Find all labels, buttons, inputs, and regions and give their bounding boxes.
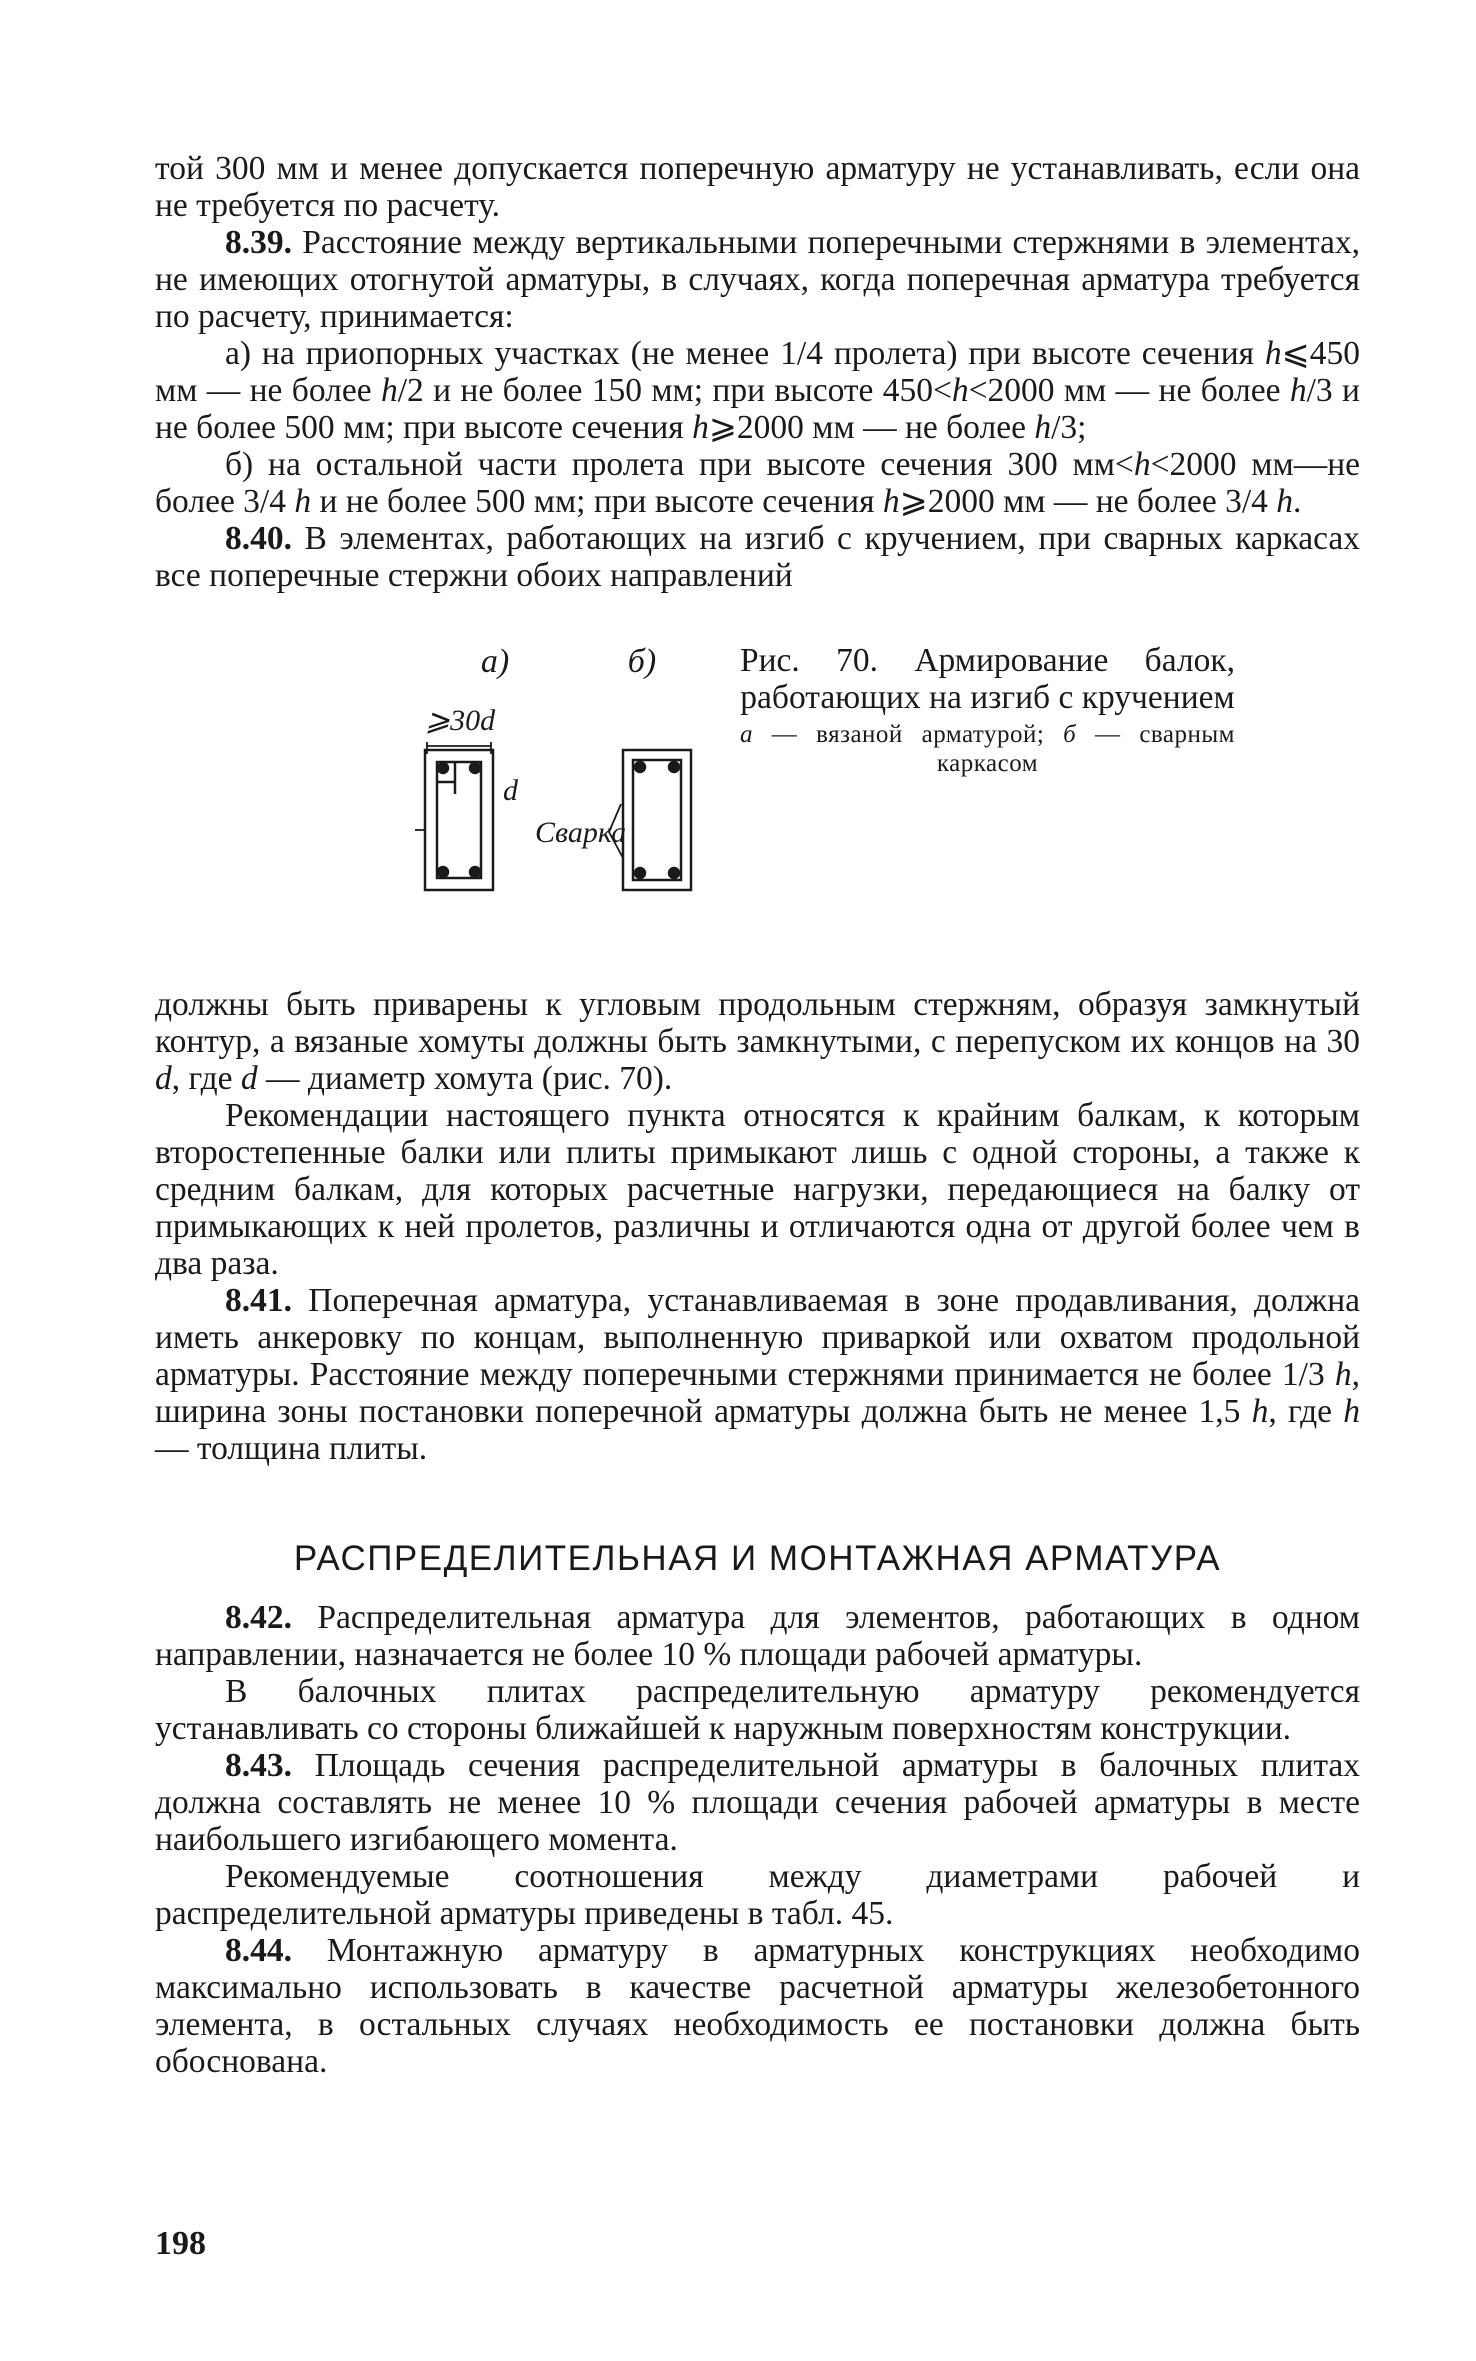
section-heading: РАСПРЕДЕЛИТЕЛЬНАЯ И МОНТАЖНАЯ АРМАТУРА bbox=[293, 1539, 1222, 1578]
variable: h bbox=[1264, 335, 1282, 372]
clause-number: 8.40. bbox=[225, 520, 292, 557]
paragraph-text: В элементах, работающих на изгиб с кручением, при сварных каркасах все поперечные стержни обоих направлений bbox=[155, 520, 1360, 594]
figure-70 bbox=[155, 642, 1360, 942]
text-run: — толщина плиты. bbox=[155, 1430, 428, 1467]
paragraph-8-44 bbox=[155, 1932, 1360, 2080]
corner-bar bbox=[669, 762, 679, 772]
text-run: <2000 мм — не более bbox=[968, 372, 1290, 409]
text-run: /2 и не более 150 мм; при высоте 450< bbox=[397, 372, 952, 409]
label-overlap: ⩾30d bbox=[425, 704, 496, 737]
legend-key: б bbox=[1063, 721, 1077, 748]
label-b: б) bbox=[627, 643, 657, 680]
text-run: ⩾2000 мм — не более 3/4 bbox=[899, 483, 1277, 520]
legend-text: — сварным каркасом bbox=[936, 721, 1235, 777]
corner-bar bbox=[669, 868, 679, 878]
paragraph-8-41 bbox=[155, 1282, 1360, 1467]
text-run: а) на приопорных участках (не менее 1/4 пролета) при высоте сечения bbox=[225, 335, 1265, 372]
legend-text: — вязаной арматурой; bbox=[753, 721, 1064, 748]
paragraph-table-ref: Рекомендуемые соотношения между диаметрами рабочей и распределительной арматуры приведены в табл. 45. bbox=[155, 1858, 1360, 1932]
section-a-stirrup bbox=[437, 762, 481, 878]
legend-key: а bbox=[740, 721, 753, 748]
caption-title: Рис. 70. Армирование балок, работающих на изгиб с кручением bbox=[740, 642, 1235, 716]
clause-number: 8.41. bbox=[225, 1282, 292, 1319]
paragraph-8-39 bbox=[155, 224, 1360, 335]
text-run: должны быть приварены к угловым продольным стержням, образуя замкнутый контур, а вязаные хомуты должны быть замкнутыми, с перепуском их концов на 30 bbox=[155, 986, 1360, 1060]
clause-number: 8.39. bbox=[225, 224, 292, 261]
variable: d bbox=[240, 1060, 258, 1097]
section-b-cage bbox=[633, 760, 681, 880]
paragraph-slab-note: В балочных плитах распределительную арматуру рекомендуется устанавливать со стороны ближайшей к наружным поверхностям конструкции. bbox=[155, 1673, 1360, 1747]
page-body bbox=[155, 150, 1360, 2080]
text-run: , где bbox=[171, 1060, 241, 1097]
text-run: <2000 мм—не более 3/4 bbox=[155, 446, 1360, 520]
text-run: Поперечная арматура, устанавливаемая в зоне продавливания, должна иметь анкеровку по концам, выполненную приваркой или охватом продольной арматуры. Расстояние между поперечными стержнями принимается не более 1/3 bbox=[155, 1282, 1360, 1393]
paragraph-8-40-cont bbox=[155, 986, 1360, 1097]
variable: h bbox=[692, 409, 709, 446]
text-run: /3 и не более 500 мм; при высоте сечения bbox=[155, 372, 1360, 446]
paragraph-text: Площадь сечения распределительной арматуры в балочных плитах должна составлять не менее 10 % площади сечения рабочей арматуры в месте наибольшего изгибающего момента. bbox=[155, 1747, 1360, 1858]
label-d: d bbox=[503, 774, 518, 807]
variable: h bbox=[951, 372, 969, 409]
variable: h bbox=[1334, 1356, 1352, 1393]
page-number: 198 bbox=[155, 2225, 206, 2262]
variable: h bbox=[1034, 409, 1052, 446]
text-run: ⩽450 мм — не более bbox=[155, 335, 1360, 409]
overlap-dimension bbox=[427, 742, 491, 754]
paragraph-recommendations: Рекомендации настоящего пункта относятся к крайним балкам, к которым второстепенные балки или плиты примыкают лишь с одной стороны, а также к средним балкам, для которых расчетные нагрузки, передающиеся на балку от примыкающих к ней пролетов, различны и отличаются одна от другой более чем в два раза. bbox=[155, 1097, 1360, 1282]
section-a-outline bbox=[425, 750, 493, 890]
clause-number: 8.43. bbox=[225, 1747, 292, 1784]
paragraph-8-39-b bbox=[155, 446, 1360, 520]
paragraph-text: Распределительная арматура для элементов, работающих в одном направлении, назначается не более 10 % площади рабочей арматуры. bbox=[155, 1599, 1360, 1673]
corner-bar bbox=[470, 867, 480, 877]
variable: h bbox=[1251, 1393, 1269, 1430]
variable: h bbox=[1133, 446, 1151, 483]
paragraph-text: Монтажную арматуру в арматурных конструкциях необходимо максимально использовать в качестве расчетной арматуры железобетонного элемента, в остальных случаях необходимость ее постановки должна быть обоснована. bbox=[155, 1932, 1360, 2080]
corner-bar bbox=[438, 763, 448, 773]
text-run: и не более 500 мм; при высоте сечения bbox=[311, 483, 883, 520]
paragraph-8-42 bbox=[155, 1599, 1360, 1673]
paragraph-8-43 bbox=[155, 1747, 1360, 1858]
clause-number: 8.42. bbox=[225, 1599, 292, 1636]
reinforcement-diagram bbox=[275, 642, 695, 902]
caption-legend bbox=[740, 720, 1235, 778]
text-run: , где bbox=[1268, 1393, 1344, 1430]
text-run: — диаметр хомута (рис. 70). bbox=[257, 1060, 673, 1097]
variable: h bbox=[1343, 1393, 1360, 1430]
figure-caption bbox=[740, 642, 1235, 778]
paragraph-text: Расстояние между вертикальными поперечными стержнями в элементах, не имеющих отогнутой арматуры, в случаях, когда поперечная арматура требуется по расчету, принимается: bbox=[155, 224, 1360, 335]
clause-number: 8.44. bbox=[225, 1932, 292, 1969]
label-a: а) bbox=[480, 643, 510, 680]
text-run: /3; bbox=[1051, 409, 1087, 446]
text-run: б) на остальной части пролета при высоте сечения 300 мм< bbox=[225, 446, 1134, 483]
text-run: , ширина зоны постановки поперечной арматуры должна быть не менее 1,5 bbox=[155, 1356, 1360, 1430]
text-run: ⩾2000 мм — не более bbox=[708, 409, 1035, 446]
variable: h bbox=[882, 483, 900, 520]
variable: h bbox=[380, 372, 398, 409]
variable: d bbox=[155, 1060, 172, 1097]
corner-bar bbox=[470, 763, 480, 773]
paragraph-8-39-a bbox=[155, 335, 1360, 446]
variable: h bbox=[294, 483, 312, 520]
paragraph-8-40 bbox=[155, 520, 1360, 594]
paragraph-continuation: той 300 мм и менее допускается поперечную арматуру не устанавливать, если она не требуется по расчету. bbox=[155, 150, 1360, 224]
variable: h bbox=[1276, 483, 1294, 520]
label-weld: Сварка bbox=[535, 816, 627, 849]
corner-bar bbox=[635, 868, 645, 878]
corner-bar bbox=[438, 867, 448, 877]
corner-bar bbox=[635, 762, 645, 772]
variable: h bbox=[1289, 372, 1307, 409]
text-run: . bbox=[1293, 483, 1302, 520]
